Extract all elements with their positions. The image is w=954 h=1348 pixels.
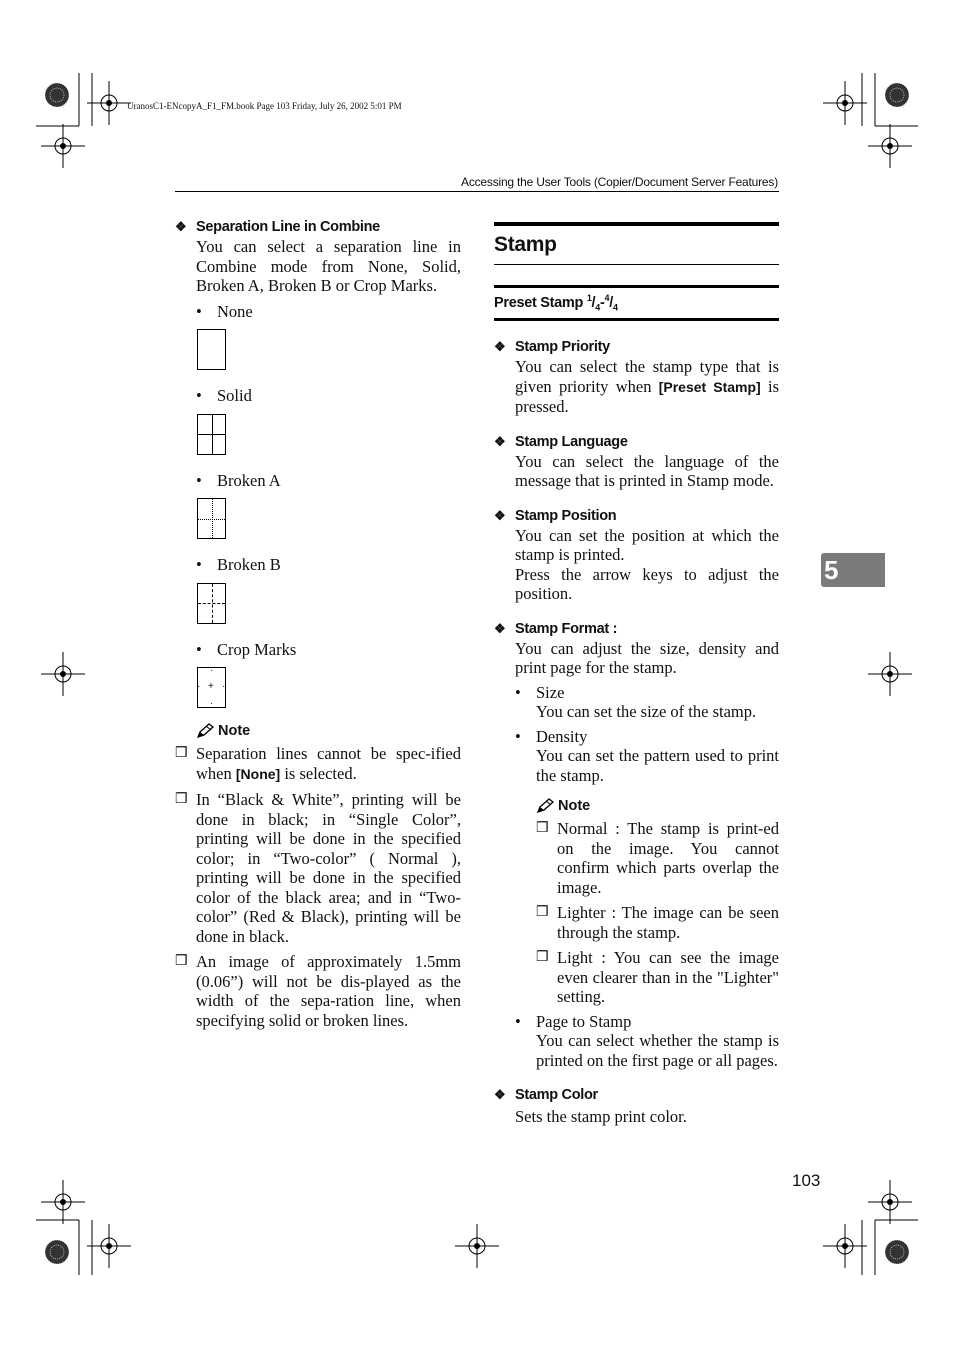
solid-line-diagram <box>197 414 226 455</box>
stamp-priority-text: You can select the stamp type that is given priority when [Preset Stamp] is pressed. <box>515 357 779 416</box>
crop-bottom-mark: · <box>210 698 214 709</box>
separation-options <box>175 302 461 709</box>
note-text: Light : You can see the image even clearer than in the "Lighter" setting. <box>557 948 779 1006</box>
crop-top-mark: · <box>210 665 214 676</box>
bullet-icon: • <box>196 470 202 490</box>
left-note-item-1 <box>175 744 461 784</box>
note-text: Lighter : The image can be seen through the stamp. <box>557 903 779 942</box>
right-note-item-3 <box>536 948 779 1007</box>
pencil-icon <box>536 798 554 814</box>
separation-line-heading <box>175 217 461 237</box>
separation-line-title: Separation Line in Combine <box>196 219 380 235</box>
option-label: Crop Marks <box>217 639 297 659</box>
stamp-language-section <box>494 432 779 491</box>
option-broken-b <box>196 555 461 575</box>
option-solid <box>196 386 461 406</box>
stamp-format-title: Stamp Format : <box>515 620 618 637</box>
bullet-icon: • <box>196 386 202 405</box>
checkbox-icon: ❒ <box>175 746 188 761</box>
page-to-stamp-label: Page to Stamp <box>536 1011 632 1031</box>
checkbox-icon: ❒ <box>175 954 188 969</box>
diamond-bullet-icon: ❖ <box>175 219 187 234</box>
bullet-icon: • <box>515 682 521 702</box>
note-text: Normal : The stamp is print-ed on the image. You cannot confirm which parts overlap the image. <box>557 819 779 897</box>
stamp-priority-heading <box>494 337 779 357</box>
option-label: Broken A <box>217 470 281 490</box>
stamp-language-title: Stamp Language <box>515 433 628 450</box>
diamond-bullet-icon: ❖ <box>494 433 506 449</box>
stamp-color-section <box>494 1085 779 1127</box>
left-note-item-2 <box>175 790 461 946</box>
page-number: 103 <box>792 1171 821 1190</box>
crop-marks-diagram <box>197 667 226 708</box>
bullet-icon: • <box>196 301 202 321</box>
stamp-title: Stamp <box>494 233 557 256</box>
broken-a-diagram <box>197 498 226 539</box>
option-crop-marks <box>196 640 461 660</box>
checkbox-icon: ❒ <box>536 821 549 836</box>
checkbox-icon: ❒ <box>536 950 549 965</box>
stamp-color-heading <box>494 1085 779 1105</box>
note-text: Separation lines cannot be spec-ified when [None] is selected. <box>196 744 461 783</box>
solid-horizontal-line <box>198 434 225 435</box>
separation-line-description: You can select a separation line in Combine mode from None, Solid, Broken A, Broken B or Crop Marks. <box>196 237 461 295</box>
stamp-color-title: Stamp Color <box>515 1087 598 1103</box>
none-line-diagram <box>197 329 226 370</box>
size-label: Size <box>536 682 565 702</box>
stamp-heading <box>494 222 779 265</box>
right-note-item-1 <box>536 819 779 897</box>
stamp-language-heading <box>494 432 779 452</box>
note-title: Note <box>218 723 251 739</box>
stamp-format-heading <box>494 619 779 639</box>
stamp-position-heading <box>494 506 779 526</box>
left-note-item-3 <box>175 952 461 1030</box>
size-text: You can set the size of the stamp. <box>536 702 757 721</box>
diamond-bullet-icon: ❖ <box>494 1087 506 1102</box>
broken-b-diagram <box>197 583 226 624</box>
stamp-position-title: Stamp Position <box>515 507 617 524</box>
stamp-position-text-1: You can set the position at which the stamp is printed. <box>515 525 779 564</box>
preset-stamp-title: Preset Stamp $^1/_4-^4/_4$ <box>494 293 618 313</box>
crop-left-mark: · <box>197 681 201 692</box>
note-text: In “Black & White”, printing will be done in black; in “Single Color”, printing will be done in the specified color; in “Two-color” ( Normal ), printing will be done in the specified color of the black area; and in “Two-color” (Red & Black), printing will be done in black. <box>196 790 461 946</box>
page-to-stamp-text: You can select whether the stamp is printed on the first page or all pages. <box>536 1031 779 1070</box>
dashed-horizontal-line <box>198 603 225 604</box>
stamp-priority-section <box>494 337 779 417</box>
density-item <box>515 727 779 747</box>
density-label: Density <box>536 726 588 746</box>
bullet-icon: • <box>515 1011 521 1031</box>
right-note-heading <box>536 795 779 817</box>
option-label: Broken B <box>217 555 281 574</box>
stamp-position-section <box>494 506 779 604</box>
checkbox-icon: ❒ <box>536 905 549 920</box>
stamp-priority-title: Stamp Priority <box>515 339 610 355</box>
stamp-format-text: You can adjust the size, density and print page for the stamp. <box>515 638 779 677</box>
right-column <box>494 222 779 1127</box>
option-label: None <box>217 301 253 321</box>
stamp-position-text-2: Press the arrow keys to adjust the position. <box>515 564 779 603</box>
left-note-heading <box>196 720 461 742</box>
page-to-stamp-item <box>515 1012 779 1032</box>
preset-stamp-heading <box>494 285 779 321</box>
bullet-icon: • <box>196 555 202 574</box>
header-rule <box>175 191 779 192</box>
size-item <box>515 683 779 703</box>
crop-right-mark: · <box>222 681 226 692</box>
density-text: You can set the pattern used to print the stamp. <box>536 746 779 785</box>
left-column <box>175 217 461 1030</box>
option-broken-a <box>196 471 461 491</box>
diamond-bullet-icon: ❖ <box>494 507 506 523</box>
option-none <box>196 302 461 322</box>
print-info: UranosC1-ENcopyA_F1_FM.book Page 103 Friday, July 26, 2002 5:01 PM <box>127 101 402 111</box>
note-text: An image of approximately 1.5mm (0.06”) will not be dis-played as the width of the sepa-ration line, when specifying solid or broken lines. <box>196 952 461 1030</box>
diamond-bullet-icon: ❖ <box>494 339 506 354</box>
crop-center-mark: + <box>208 681 214 692</box>
diamond-bullet-icon: ❖ <box>494 620 506 636</box>
option-label: Solid <box>217 386 252 405</box>
pencil-icon <box>196 723 214 739</box>
bullet-icon: • <box>196 639 202 659</box>
chapter-tab: 5 <box>821 553 885 587</box>
stamp-language-text: You can select the language of the message that is printed in Stamp mode. <box>515 451 779 490</box>
note-title: Note <box>558 798 591 814</box>
bullet-icon: • <box>515 726 521 746</box>
stamp-format-section <box>494 619 779 1071</box>
dotted-horizontal-line <box>198 519 225 520</box>
right-note-item-2 <box>536 903 779 942</box>
stamp-color-text: Sets the stamp print color. <box>515 1107 687 1126</box>
checkbox-icon: ❒ <box>175 792 188 807</box>
running-head: Accessing the User Tools (Copier/Document Server Features) <box>461 175 778 189</box>
